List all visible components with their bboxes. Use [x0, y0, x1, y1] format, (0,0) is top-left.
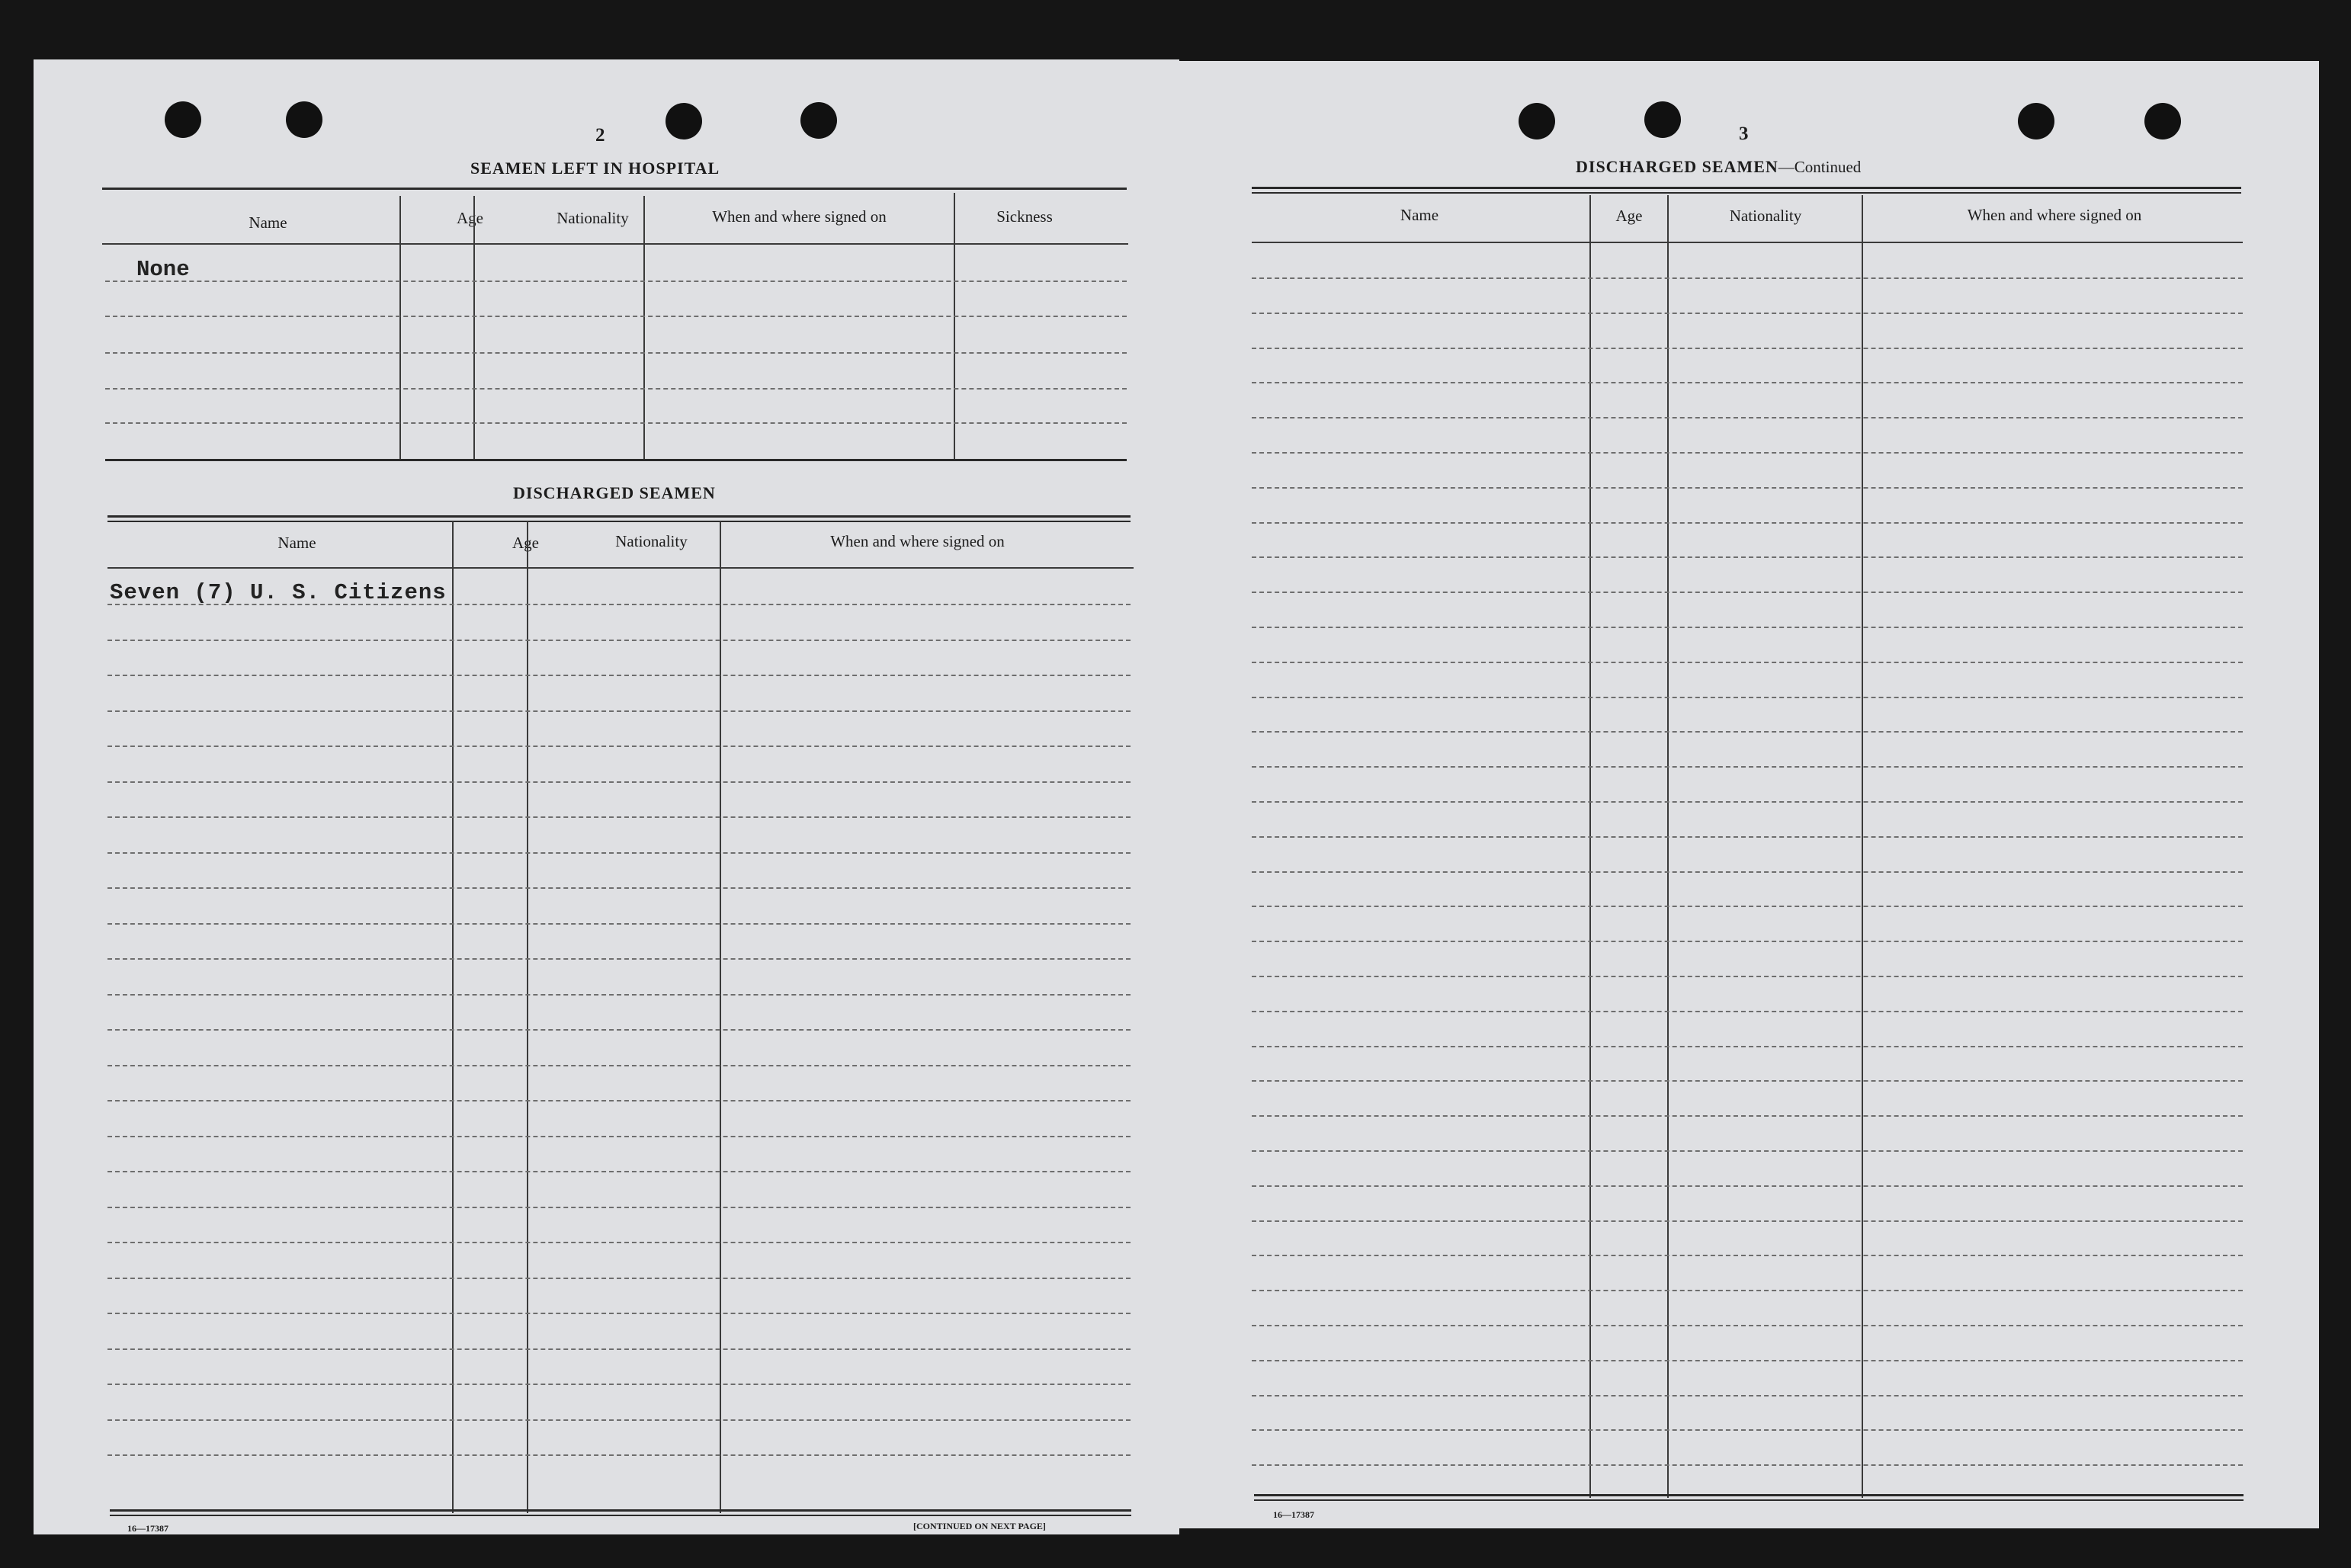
column-header-name: Name [249, 213, 287, 232]
row-line [105, 352, 1127, 354]
row-line [1252, 662, 2243, 663]
row-line [107, 1242, 1131, 1243]
row-line [107, 923, 1131, 925]
row-line [107, 816, 1131, 818]
row-line [1252, 697, 2243, 698]
table-top-rule [107, 515, 1131, 522]
discharged-entry: Seven (7) U. S. Citizens [110, 580, 447, 605]
row-line [107, 958, 1131, 960]
row-line [107, 1384, 1131, 1385]
row-line [1252, 487, 2243, 489]
row-line [107, 1419, 1131, 1421]
row-line [107, 852, 1131, 854]
column-header-nationality: Nationality [615, 532, 688, 550]
punch-hole [2144, 103, 2181, 139]
row-line [107, 746, 1131, 747]
column-header-age: Age [1615, 207, 1643, 225]
row-line [1252, 906, 2243, 907]
hospital-entry: None [136, 257, 190, 282]
punch-hole [286, 101, 322, 138]
row-line [1252, 766, 2243, 768]
page-number: 3 [1739, 123, 1749, 144]
row-line [1252, 313, 2243, 314]
row-line [105, 388, 1127, 390]
row-line [107, 1100, 1131, 1101]
column-header-age: Age [457, 209, 483, 227]
column-divider [399, 196, 401, 461]
row-line [107, 1278, 1131, 1279]
row-line [1252, 941, 2243, 942]
row-line [107, 710, 1131, 712]
punch-hole [2018, 103, 2054, 139]
column-divider [1862, 195, 1863, 1498]
section-title-suffix: —Continued [1778, 158, 1862, 176]
row-line [1252, 417, 2243, 418]
row-line [1252, 1046, 2243, 1047]
punch-hole [1644, 101, 1681, 138]
row-line [1252, 382, 2243, 383]
row-line [1252, 976, 2243, 977]
column-divider [452, 521, 454, 1513]
column-header-signed-on: When and where signed on [830, 532, 1005, 550]
row-line [105, 281, 1127, 282]
column-divider [527, 521, 528, 1513]
continued-note: [CONTINUED ON NEXT PAGE] [913, 1521, 1046, 1531]
row-line [105, 316, 1127, 317]
row-line [1252, 1011, 2243, 1012]
row-line [1252, 1360, 2243, 1361]
table-bottom-rule [110, 1509, 1131, 1516]
punch-hole [666, 103, 702, 139]
row-line [1252, 731, 2243, 733]
row-line [1252, 801, 2243, 803]
form-number: 16—17387 [1273, 1509, 1314, 1520]
column-divider [1589, 195, 1591, 1498]
column-divider [954, 193, 955, 461]
hospital-section-title: SEAMEN LEFT IN HOSPITAL [470, 159, 720, 178]
column-divider [720, 521, 721, 1513]
row-line [1252, 1395, 2243, 1396]
row-line [107, 1171, 1131, 1172]
row-line [1252, 556, 2243, 558]
column-divider [1667, 195, 1669, 1498]
right-page [1179, 61, 2319, 1528]
row-line [107, 1348, 1131, 1350]
page-number: 2 [595, 125, 605, 146]
row-line [1252, 592, 2243, 593]
column-header-sickness: Sickness [996, 207, 1053, 226]
form-number: 16—17387 [127, 1523, 168, 1534]
column-header-age: Age [512, 534, 539, 552]
row-line [1252, 1429, 2243, 1431]
table-top-rule [102, 188, 1127, 190]
row-line [107, 994, 1131, 996]
column-divider [643, 196, 645, 461]
column-header-nationality: Nationality [1729, 207, 1802, 225]
punch-hole [165, 101, 201, 138]
table-top-rule [1252, 187, 2241, 194]
discharged-section-title: DISCHARGED SEAMEN [513, 483, 716, 502]
row-line [107, 781, 1131, 783]
row-line [1252, 1220, 2243, 1222]
row-line [107, 640, 1131, 641]
table-bottom-rule [105, 459, 1127, 461]
row-line [107, 1136, 1131, 1137]
row-line [1252, 1080, 2243, 1082]
row-line [105, 422, 1127, 424]
header-rule [1252, 242, 2243, 243]
row-line [107, 1454, 1131, 1456]
punch-hole [800, 102, 837, 139]
row-line [1252, 348, 2243, 349]
section-title-text: DISCHARGED SEAMEN [1576, 157, 1778, 176]
row-line [1252, 1464, 2243, 1466]
row-line [1252, 1325, 2243, 1326]
column-header-name: Name [1400, 206, 1439, 224]
column-header-signed-on: When and where signed on [1967, 206, 2142, 224]
column-header-nationality: Nationality [556, 209, 629, 227]
table-bottom-rule [1254, 1494, 2244, 1501]
row-line [1252, 627, 2243, 628]
column-divider [473, 196, 475, 461]
row-line [107, 1207, 1131, 1208]
row-line [1252, 452, 2243, 454]
row-line [1252, 522, 2243, 524]
section-title [1576, 157, 1861, 177]
row-line [1252, 1185, 2243, 1187]
row-line [107, 1065, 1131, 1066]
row-line [107, 675, 1131, 676]
column-header-signed-on: When and where signed on [712, 207, 887, 226]
row-line [1252, 1290, 2243, 1291]
row-line [1252, 871, 2243, 873]
row-line [1252, 1115, 2243, 1117]
header-rule [107, 567, 1134, 569]
row-line [1252, 1255, 2243, 1256]
row-line [1252, 836, 2243, 838]
row-line [107, 887, 1131, 889]
column-header-name: Name [277, 534, 316, 552]
left-page [34, 59, 1179, 1534]
row-line [1252, 277, 2243, 279]
row-line [107, 1313, 1131, 1314]
row-line [107, 1029, 1131, 1031]
header-rule [102, 243, 1128, 245]
row-line [1252, 1150, 2243, 1152]
punch-hole [1519, 103, 1555, 139]
